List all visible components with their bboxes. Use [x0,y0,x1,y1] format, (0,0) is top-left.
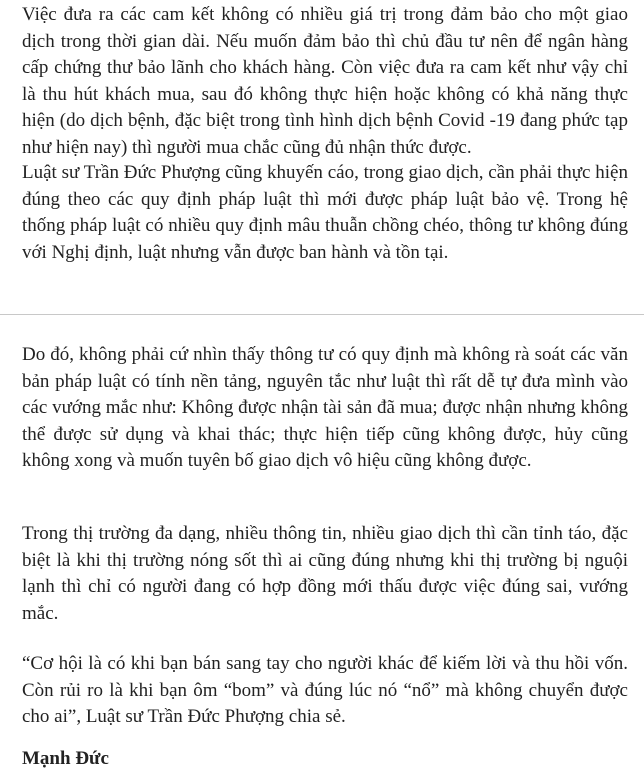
article-paragraph-1: Việc đưa ra các cam kết không có nhiều giá trị trong đảm bảo cho một giao dịch trong thời gian dài. Nếu muốn đảm bảo thì chủ đầu tư nên để ngân hàng cấp chứng thư bảo lãnh cho khách hàng. Còn việc đưa ra cam kết như vậy chỉ là thu hút khách mua, sau đó không thực hiện hoặc không có khả năng thực hiện (do dịch bệnh, đặc biệt trong tình hình dịch bệnh Covid -19 đang phức tạp như hiện nay) thì người mua chắc cũng đủ nhận thức được. [22,4,628,158]
article-paragraph-3: Do đó, không phải cứ nhìn thấy thông tư có quy định mà không rà soát các văn bản pháp luật có tính nền tảng, nguyên tắc như luật thì rất dễ tự đưa mình vào các vướng mắc như: Không được nhận tài sản đã mua; được nhận nhưng không thể được sử dụng và khai thác; thực hiện tiếp cũng không được, hủy cũng không xong và muốn tuyên bố giao dịch vô hiệu cũng không được. [22,344,628,471]
author-name: Mạnh Đức [22,748,109,769]
section-divider [0,314,644,315]
article-paragraph-4: Trong thị trường đa dạng, nhiều thông tin, nhiều giao dịch thì cần tỉnh táo, đặc biệt là khi thị trường nóng sốt thì ai cũng đúng nhưng khi thị trường bị nguội lạnh thì chỉ có người đang có hợp đồng mới thấu được việc đúng sai, vướng mắc. [22,523,628,624]
article-paragraph-5: “Cơ hội là có khi bạn bán sang tay cho người khác để kiếm lời và thu hồi vốn. Còn rủi ro là khi bạn ôm “bom” và đúng lúc nó “nổ” mà không chuyển được cho ai”, Luật sư Trần Đức Phượng chia sẻ. [22,653,628,727]
article-paragraph-2: Luật sư Trần Đức Phượng cũng khuyến cáo, trong giao dịch, cần phải thực hiện đúng theo các quy định pháp luật thì mới được pháp luật bảo vệ. Trong hệ thống pháp luật có nhiều quy định mâu thuẫn chồng chéo, thông tư không đúng với Nghị định, luật nhưng vẫn được ban hành và tồn tại. [22,162,628,263]
